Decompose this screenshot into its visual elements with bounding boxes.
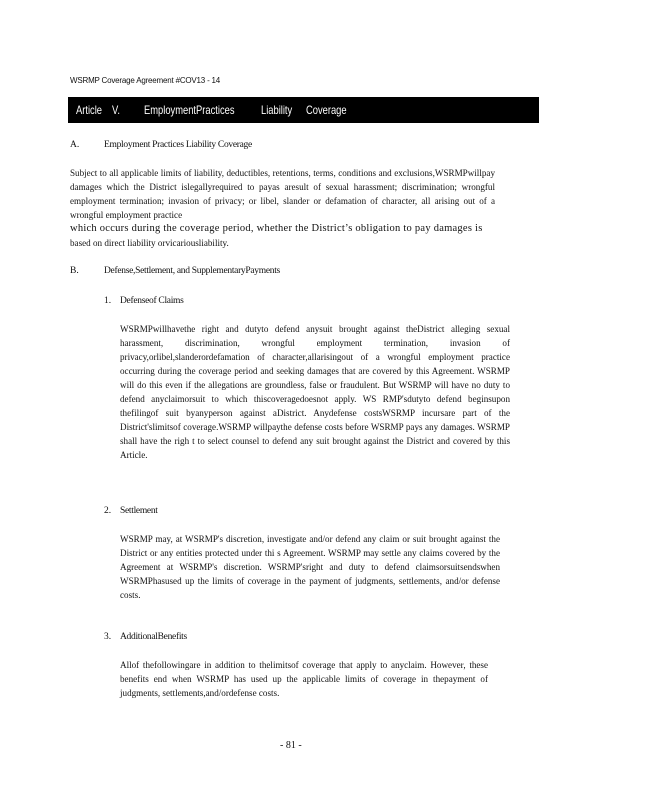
section-a-title: Employment Practices Liability Coverage bbox=[104, 140, 252, 150]
running-header: WSRMP Coverage Agreement #COV13 - 14 bbox=[70, 76, 221, 85]
section-a-body-part-3: based on direct liability orvicariousliability. bbox=[70, 238, 229, 248]
banner-title-coverage: Coverage bbox=[306, 103, 347, 117]
page-number: - 81 - bbox=[280, 740, 302, 751]
item-1-body: WSRMPwillhavethe right and dutyto defend anysuit brought against theDistrict alleging sexual harassment, discrimination, wrongful employment termination, invasion of privacy,orlibel,slanderordefamation of character,allarisingout of a wrongful employment practice occurring during the coverage period and seeking damages that are covered by this Agreement. WSRMP will do this even if the allegations are groundless, false or fraudulent. But WSRMP will have no duty to defend anyclaimorsuit to which thiscoveragedoesnot apply. WS RMP'sdutyto defend beginsupon thefilingof suit byanyperson against aDistrict. Anydefense costsWSRMP incursare part of the District'slimitsof coverage.WSRMP willpaythe defense costs before WSRMP pays any damages. WSRMP shall have the righ t to select counsel to defend any suit brought against the District and covered by this Article. bbox=[120, 324, 510, 460]
item-3-title: AdditionalBenefits bbox=[120, 632, 187, 642]
section-b-label: B. bbox=[70, 266, 79, 276]
item-1-number: 1. bbox=[104, 296, 112, 306]
section-b-title: Defense,Settlement, and SupplementaryPayments bbox=[104, 266, 280, 276]
banner-numeral: V. bbox=[112, 103, 120, 117]
item-3-number: 3. bbox=[104, 632, 112, 642]
section-a-label: A. bbox=[70, 140, 80, 150]
banner-title-employment-practices: EmploymentPractices bbox=[144, 103, 235, 117]
item-3-body: Allof thefollowingare in addition to thelimitsof coverage that apply to anyclaim. However, these benefits end when WSRMP has used up the applicable limits of coverage in thepayment of judgments, settlements,and/ordefense costs. bbox=[120, 660, 488, 698]
item-2-title: Settlement bbox=[120, 506, 158, 516]
item-2-body: WSRMP may, at WSRMP's discretion, investigate and/or defend any claim or suit brought against the District or any entities protected under thi s Agreement. WSRMP may settle any claims covered by the Agreement at WSRMP's discretion. WSRMP'sright and duty to defend claimsorsuitsendswhen WSRMPhasused up the limits of coverage in the payment of judgments, settlements, and/or defense costs. bbox=[120, 534, 500, 600]
banner-article: Article bbox=[76, 103, 103, 117]
item-1-title: Defenseof Claims bbox=[120, 296, 184, 306]
section-a-body bbox=[70, 166, 495, 250]
section-a-body-part-1: Subject to all applicable limits of liability, deductibles, retentions, terms, conditions and exclusions,WSRMPwillpay damages which the District islegallyrequired to payas aresult of sexual harassment; discrimination; wrongful employment termination; invasion of privacy; or libel, slander or defamation of character, all arising out of a wrongful employment practice bbox=[70, 168, 495, 220]
item-2-number: 2. bbox=[104, 506, 112, 516]
article-banner bbox=[68, 97, 539, 123]
banner-title-liability: Liability bbox=[261, 103, 293, 117]
section-a-body-part-2: which occurs during the coverage period, whether the District’s obligation to pay damages is bbox=[70, 223, 483, 234]
